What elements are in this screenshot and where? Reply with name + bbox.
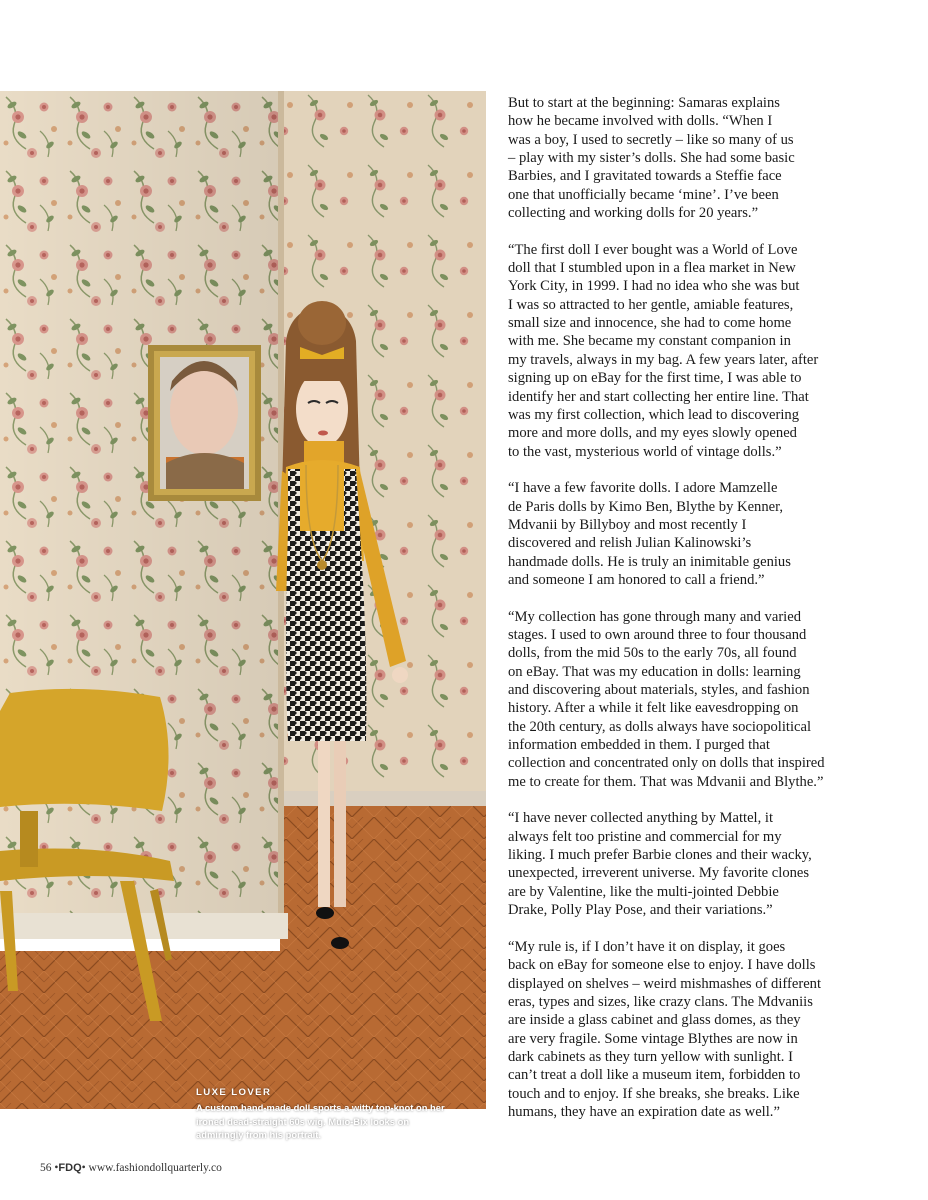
page-number: 56 (40, 1162, 52, 1174)
paragraph-5: “I have never collected anything by Mattel, it always felt too pristine and commercial for my liking. I much prefer Barbie clones and their wacky, unexpected, irreverent universe. My favorite clones are by Valentine, like the multi-jointed Debbie Drake, Polly Play Pose, and their variations.” (508, 810, 812, 919)
paragraph-1: But to start at the beginning: Samaras explains how he became involved with dolls. “When I was a boy, I used to secretly – like so many of us – play with my sister’s dolls. She had some basic Barbies, and I gravitated towards a Steffie face one that unofficially became ‘mine’. I’ve been collecting and working dolls for 20 years.” (508, 95, 795, 222)
photo-caption (196, 1086, 456, 1141)
caption-text: A custom hand-made doll sports a witty top-knot on her ironed dead-straight 60s wig. Muio-Bix looks on admiringly from his portrait. (196, 1102, 445, 1140)
paragraph-3: “I have a few favorite dolls. I adore Mamzelle de Paris dolls by Kimo Ben, Blythe by Kenner, Mdvanii by Billyboy and most recently I discovered and relish Julian Kalinowski’s handmade dolls. He is truly an inimitable genius and someone I am honored to call a friend.” (508, 480, 791, 588)
magazine-url: www.fashiondollquarterly.co (88, 1162, 222, 1174)
article-body (508, 94, 853, 1140)
page-footer (40, 1162, 222, 1174)
portrait-frame (148, 345, 261, 501)
doll-photo (0, 91, 486, 1140)
caption-title: LUXE LOVER (196, 1087, 272, 1098)
paragraph-2: “The first doll I ever bought was a World of Love doll that I stumbled upon in a flea market in New York City, in 1999. I had no idea who she was but I was so attracted to her gentle, amiable features, small size and innocence, she had to come home with me. She became my constant companion in my travels, always in my bag. A few years later, after signing up on eBay for the first time, I was able to identify her and start collecting her entire line. That was my first collection, which lead to discovering more and more dolls, and my eyes slowly opened to the vast, mysterious world of vintage dolls.” (508, 241, 819, 460)
footer-separator-2: • (81, 1162, 86, 1174)
magazine-name: FDQ (58, 1162, 82, 1174)
paragraph-6: “My rule is, if I don’t have it on display, it goes back on eBay for someone else to enjoy. I have dolls displayed on shelves – weird mishmashes of different eras, types and sizes, like crazy clans. The Mdvaniis are inside a glass cabinet and glass domes, as they are very fragile. Some vintage Blythes are now in dark cabinets as they turn yellow with sunlight. I can’t treat a doll like a museum item, forbidden to touch and to enjoy. If she breaks, she breaks. Like humans, they have an expiration date as well.” (508, 938, 822, 1120)
paragraph-4: “My collection has gone through many and varied stages. I used to own around three to four thousand dolls, from the mid 50s to the early 70s, all found on eBay. That was my education in dolls: learning and discovering about materials, styles, and fashion history. After a while it felt like eavesdropping on the 20th century, as dolls always have sociopolitical information embedded in them. I purged that collection and concentrated only on dolls that inspired me to create for them. That was Mdvanii and Blythe.” (508, 608, 825, 790)
footer-separator: • (54, 1162, 59, 1174)
